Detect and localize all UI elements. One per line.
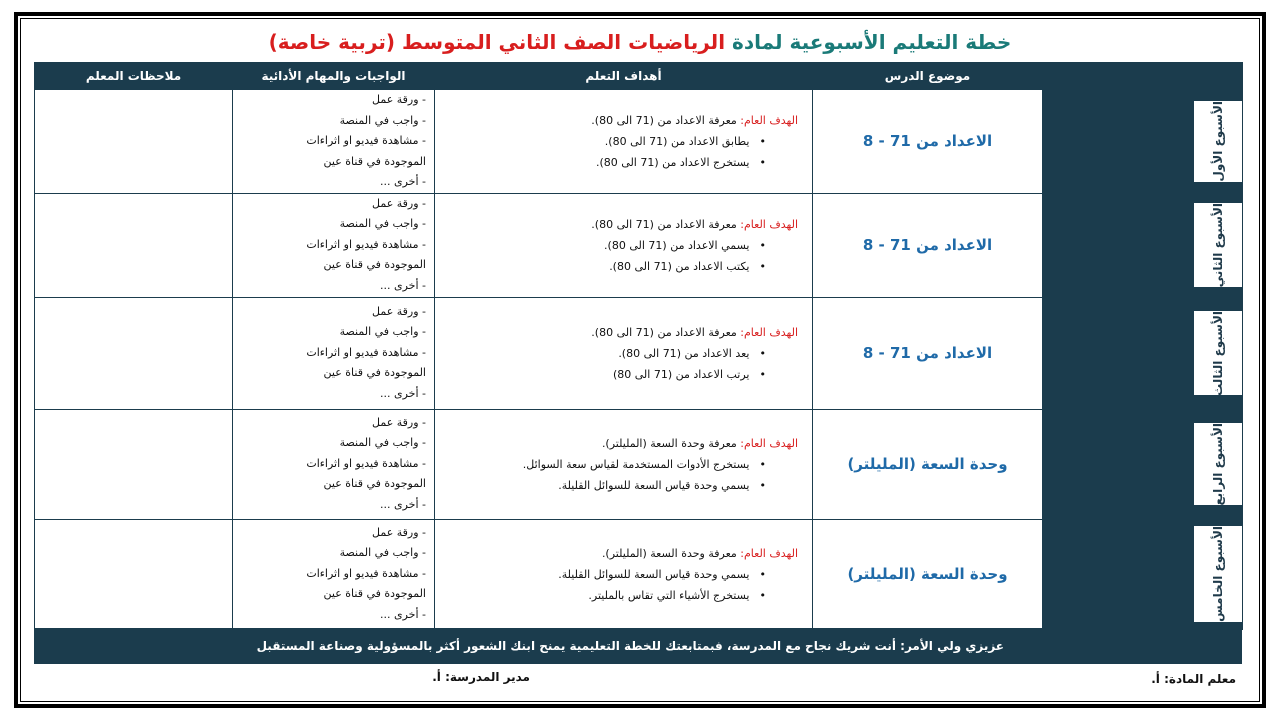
general-goal-text: معرفة وحدة السعة (المليلتر). xyxy=(601,546,741,560)
general-goal-text: معرفة وحدة السعة (المليلتر). xyxy=(601,436,741,450)
lesson-topic: وحدة السعة (المليلتر) xyxy=(813,519,1043,629)
goal-bullet: • يسمي وحدة قياس السعة للسوائل القليلة. xyxy=(435,564,798,585)
learning-goals xyxy=(435,297,813,409)
tasks-list xyxy=(233,519,435,629)
topic-header: موضوع الدرس xyxy=(813,63,1043,90)
goal-bullet: • يكتب الاعداد من (71 الى 80). xyxy=(435,256,798,277)
task-item: - ورقة عمل xyxy=(372,196,426,210)
tasks-list xyxy=(233,409,435,519)
learning-goals xyxy=(435,90,813,194)
subject-teacher-label: معلم المادة: أ. xyxy=(1151,672,1236,686)
teacher-notes-cell[interactable] xyxy=(35,297,233,409)
table-row xyxy=(35,519,1243,629)
goal-bullet: • يرتب الاعداد من (71 الى 80) xyxy=(435,364,798,385)
tasks-header: الواجبات والمهام الأدائية xyxy=(233,63,435,90)
week-cell xyxy=(1043,519,1243,629)
week-header xyxy=(1043,63,1243,90)
task-item: - واجب في المنصة xyxy=(339,325,426,339)
goal-bullet: • يسمي الاعداد من (71 الى 80). xyxy=(435,235,798,256)
week-label: الأسبوع الخامس xyxy=(1211,526,1225,622)
task-item: الموجودة في قناة عين xyxy=(323,477,426,491)
task-item: الموجودة في قناة عين xyxy=(323,587,426,601)
general-goal-label: الهدف العام: xyxy=(740,436,798,450)
table-row xyxy=(35,297,1243,409)
parent-message-bar: عزيزي ولي الأمر: أنت شريك نجاح مع المدرسة، فبمتابعتك للخطة التعليمية يمنح ابنك الشعور أكثر بالمسؤولية وصناعة المستقبل xyxy=(34,628,1242,664)
goal-bullet: • يستخرج الاعداد من (71 الى 80). xyxy=(435,152,798,173)
table-header-row xyxy=(35,63,1243,90)
task-item: الموجودة في قناة عين xyxy=(323,258,426,272)
general-goal-text: معرفة الاعداد من (71 الى 80). xyxy=(591,217,741,231)
task-item: - مشاهدة فيديو او اثراءات xyxy=(306,134,426,147)
task-item: - أخرى ... xyxy=(380,497,426,511)
task-item: - ورقة عمل xyxy=(372,415,426,429)
task-item: الموجودة في قناة عين xyxy=(323,366,426,380)
general-goal-label: الهدف العام: xyxy=(740,546,798,560)
week-label: الأسبوع الثالث xyxy=(1211,310,1225,396)
task-item: - واجب في المنصة xyxy=(339,113,426,127)
goal-bullet: • يستخرج الأشياء التي تقاس بالمليتر. xyxy=(435,585,798,606)
task-item: - مشاهدة فيديو او اثراءات xyxy=(306,456,426,470)
goal-bullet: • يستخرج الأدوات المستخدمة لقياس سعة السوائل. xyxy=(435,454,798,475)
task-item: - مشاهدة فيديو او اثراءات xyxy=(306,566,426,580)
task-item: الموجودة في قناة عين xyxy=(323,154,426,168)
general-goal-text: معرفة الاعداد من (71 الى 80). xyxy=(591,113,741,127)
teacher-notes-cell[interactable] xyxy=(35,193,233,297)
task-item: - مشاهدة فيديو او اثراءات xyxy=(306,237,426,251)
task-item: - واجب في المنصة xyxy=(339,546,426,560)
task-item: - ورقة عمل xyxy=(372,304,426,318)
title-part-2: الرياضيات الصف الثاني المتوسط xyxy=(402,30,726,54)
week-cell xyxy=(1043,193,1243,297)
weekly-plan-table xyxy=(34,62,1243,630)
task-item: - أخرى ... xyxy=(380,278,426,292)
lesson-topic: الاعداد من 71 - 8 xyxy=(813,193,1043,297)
task-item: - واجب في المنصة xyxy=(339,217,426,231)
teacher-notes-cell[interactable] xyxy=(35,90,233,194)
school-principal-label: مدير المدرسة: أ. xyxy=(432,670,530,684)
lesson-topic: الاعداد من 71 - 8 xyxy=(813,297,1043,409)
title-part-3: (تربية خاصة) xyxy=(268,30,402,54)
goal-bullet: • يعد الاعداد من (71 الى 80). xyxy=(435,343,798,364)
table-row xyxy=(35,193,1243,297)
table-row xyxy=(35,409,1243,519)
week-cell xyxy=(1043,90,1243,194)
lesson-topic: الاعداد من 71 - 8 xyxy=(813,90,1043,194)
general-goal-text: معرفة الاعداد من (71 الى 80). xyxy=(591,325,741,339)
page-title xyxy=(30,26,1250,58)
notes-header: ملاحظات المعلم xyxy=(35,63,233,90)
lesson-topic: وحدة السعة (المليلتر) xyxy=(813,409,1043,519)
title-part-1: خطة التعليم الأسبوعية لمادة xyxy=(725,30,1012,54)
task-item: - أخرى ... xyxy=(380,175,426,188)
table-row xyxy=(35,90,1243,194)
goals-header: أهداف التعلم xyxy=(435,63,813,90)
teacher-notes-cell[interactable] xyxy=(35,519,233,629)
tasks-list xyxy=(233,90,435,194)
goal-bullet: • يطابق الاعداد من (71 الى 80). xyxy=(435,131,798,152)
general-goal-label: الهدف العام: xyxy=(740,325,798,339)
week-label: الأسبوع الثاني xyxy=(1211,202,1225,288)
learning-goals xyxy=(435,519,813,629)
task-item: - أخرى ... xyxy=(380,386,426,400)
task-item: - ورقة عمل xyxy=(372,93,426,106)
task-item: - واجب في المنصة xyxy=(339,436,426,450)
week-label: الأسبوع الرابع xyxy=(1211,422,1225,506)
week-cell xyxy=(1043,409,1243,519)
teacher-notes-cell[interactable] xyxy=(35,409,233,519)
general-goal-label: الهدف العام: xyxy=(740,217,798,231)
week-label: الأسبوع الأول xyxy=(1211,100,1225,182)
general-goal-label: الهدف العام: xyxy=(740,113,798,127)
learning-goals xyxy=(435,409,813,519)
goal-bullet: • يسمي وحدة قياس السعة للسوائل القليلة. xyxy=(435,475,798,496)
task-item: - ورقة عمل xyxy=(372,525,426,539)
tasks-list xyxy=(233,193,435,297)
task-item: - مشاهدة فيديو او اثراءات xyxy=(306,345,426,359)
week-cell xyxy=(1043,297,1243,409)
signature-row xyxy=(34,666,1242,692)
learning-goals xyxy=(435,193,813,297)
task-item: - أخرى ... xyxy=(380,607,426,621)
tasks-list xyxy=(233,297,435,409)
